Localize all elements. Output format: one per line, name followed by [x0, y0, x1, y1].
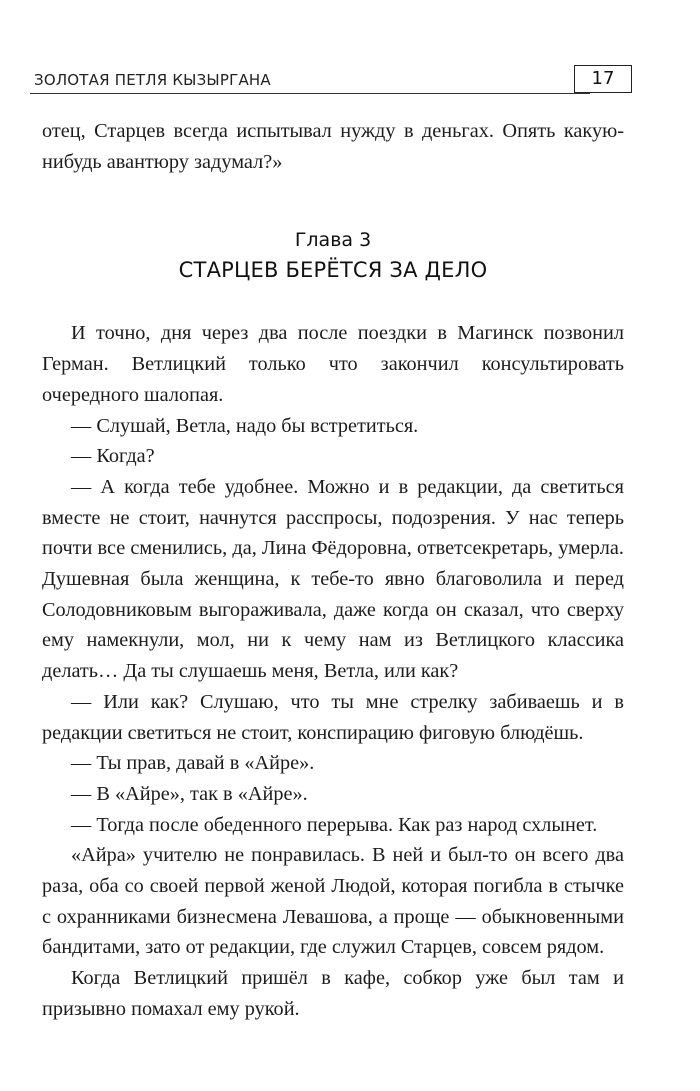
running-title: ЗОЛОТАЯ ПЕТЛЯ КЫЗЫРГАНА [34, 71, 271, 89]
chapter-number: Глава 3 [294, 229, 372, 252]
chapter-heading [42, 226, 624, 285]
paragraph: — Или как? Слушаю, что ты мне стрелку забиваешь и в редакции светиться не стоит, конспирацию фиговую блюдёшь. [42, 690, 624, 744]
paragraph: — Когда? [71, 445, 155, 468]
chapter-title: СТАРЦЕВ БЕРЁТСЯ ЗА ДЕЛО [178, 258, 488, 283]
carryover-paragraph: отец, Старцев всегда испытывал нужду в деньгах. Опять какую-нибудь авантюру задумал?» [42, 120, 624, 173]
running-header [30, 65, 632, 95]
paragraph: Когда Ветлицкий пришёл в кафе, собкор уже был там и призывно помахал ему рукой. [42, 967, 624, 1020]
paragraph: — Тогда после обеденного перерыва. Как раз народ схлынет. [71, 813, 598, 836]
body-text [42, 116, 624, 1025]
paragraph: — В «Айре», так в «Айре». [71, 782, 308, 805]
paragraph: — Ты прав, давай в «Айре». [71, 752, 315, 775]
header-rule [30, 93, 590, 94]
paragraph: — А когда тебе удобнее. Можно и в редакции, да светиться вместе не стоит, начнутся расспросы, подозрения. У нас теперь почти все сменились, да, Лина Фёдоровна, ответсекретарь, умерла. Душевная была женщина, к тебе-то явно благоволила и перед Солодовниковым выгораживала, даже когда он сказал, что сверху ему намекнули, мол, ни к чему нам из Ветлицкого классика делать… Да ты слушаешь меня, Ветла, или как? [42, 475, 624, 683]
paragraph: — Слушай, Ветла, надо бы встретиться. [71, 414, 419, 437]
paragraph: И точно, дня через два после поездки в Магинск позвонил Герман. Ветлицкий только что закончил консультировать очередного шалопая. [42, 322, 624, 406]
paragraph: «Айра» учителю не понравилась. В ней и был-то он всего два раза, оба со своей первой женой Людой, которая погибла в стычке с охранниками бизнесмена Левашова, а проще — обыкновенными бандитами, зато от редакции, где служил Старцев, совсем рядом. [42, 844, 624, 959]
page-number: 17 [574, 65, 632, 93]
